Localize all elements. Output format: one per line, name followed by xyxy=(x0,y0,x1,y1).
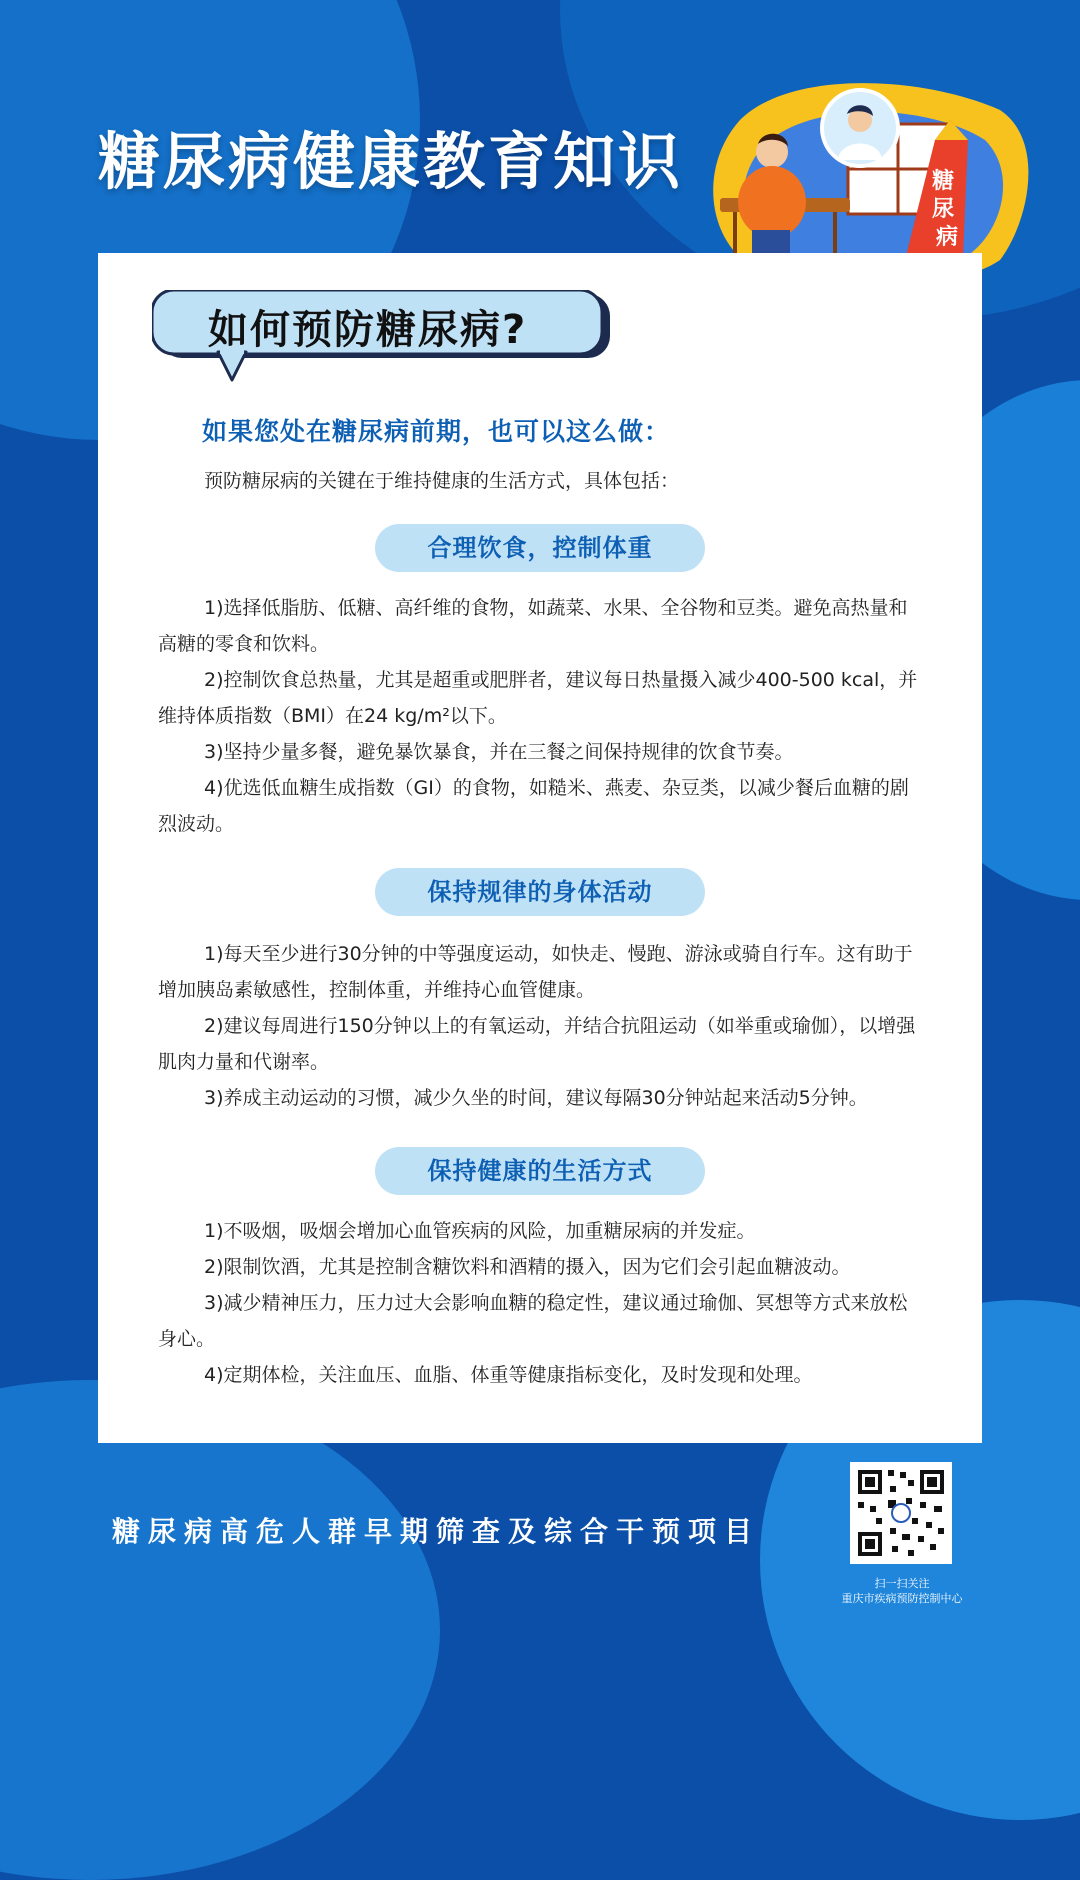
poster-title: 糖尿病健康教育知识 xyxy=(98,125,684,198)
question-bubble xyxy=(152,290,618,390)
svg-text:糖 尿 病: 糖 尿 病 xyxy=(932,169,959,250)
section-title-lifestyle: 保持健康的生活方式 xyxy=(375,1147,705,1195)
list-item: 1)不吸烟，吸烟会增加心血管疾病的风险，加重糖尿病的并发症。 xyxy=(204,1220,756,1242)
section-lifestyle-items xyxy=(158,1213,924,1393)
list-item: 3)减少精神压力，压力过大会影响血糖的稳定性，建议通过瑜伽、冥想等方式来放松身心。 xyxy=(158,1292,908,1350)
intro-text: 预防糖尿病的关键在于维持健康的生活方式，具体包括： xyxy=(204,470,680,492)
prediabetes-subtitle: 如果您处在糖尿病前期，也可以这么做： xyxy=(202,417,671,446)
bubble-title: 如何预防糖尿病? xyxy=(208,307,528,353)
qr-caption-line2: 重庆市疾病预防控制中心 xyxy=(841,1592,963,1605)
list-item: 1)每天至少进行30分钟的中等强度运动，如快走、慢跑、游泳或骑自行车。这有助于增加胰岛素敏感性，控制体重，并维持心血管健康。 xyxy=(158,943,913,1001)
section-title-activity: 保持规律的身体活动 xyxy=(375,868,705,916)
list-item: 1)选择低脂肪、低糖、高纤维的食物，如蔬菜、水果、全谷物和豆类。避免高热量和高糖的零食和饮料。 xyxy=(158,597,908,655)
section-activity-items xyxy=(158,936,924,1116)
list-item: 3)养成主动运动的习惯，减少久坐的时间，建议每隔30分钟站起来活动5分钟。 xyxy=(204,1087,868,1109)
bg-circle-bottom-left xyxy=(0,1380,440,1880)
qr-code[interactable] xyxy=(850,1462,952,1564)
list-item: 2)控制饮食总热量，尤其是超重或肥胖者，建议每日热量摄入减少400-500 kcal，并维持体质指数（BMI）在24 kg/m²以下。 xyxy=(158,669,918,727)
list-item: 2)建议每周进行150分钟以上的有氧运动，并结合抗阻运动（如举重或瑜伽），以增强肌肉力量和代谢率。 xyxy=(158,1015,916,1073)
list-item: 4)优选低血糖生成指数（GI）的食物，如糙米、燕麦、杂豆类，以减少餐后血糖的剧烈波动。 xyxy=(158,777,909,835)
list-item: 3)坚持少量多餐，避免暴饮暴食，并在三餐之间保持规律的饮食节奏。 xyxy=(204,741,794,763)
section-title-diet: 合理饮食，控制体重 xyxy=(375,524,705,572)
qr-caption-line1: 扫一扫关注 xyxy=(874,1577,930,1590)
section-diet-items xyxy=(158,590,924,842)
list-item: 2)限制饮酒，尤其是控制含糖饮料和酒精的摄入，因为它们会引起血糖波动。 xyxy=(204,1256,851,1278)
project-name: 糖尿病高危人群早期筛查及综合干预项目 xyxy=(112,1515,761,1548)
qr-caption xyxy=(820,1576,984,1606)
list-item: 4)定期体检，关注血压、血脂、体重等健康指标变化，及时发现和处理。 xyxy=(204,1364,813,1386)
